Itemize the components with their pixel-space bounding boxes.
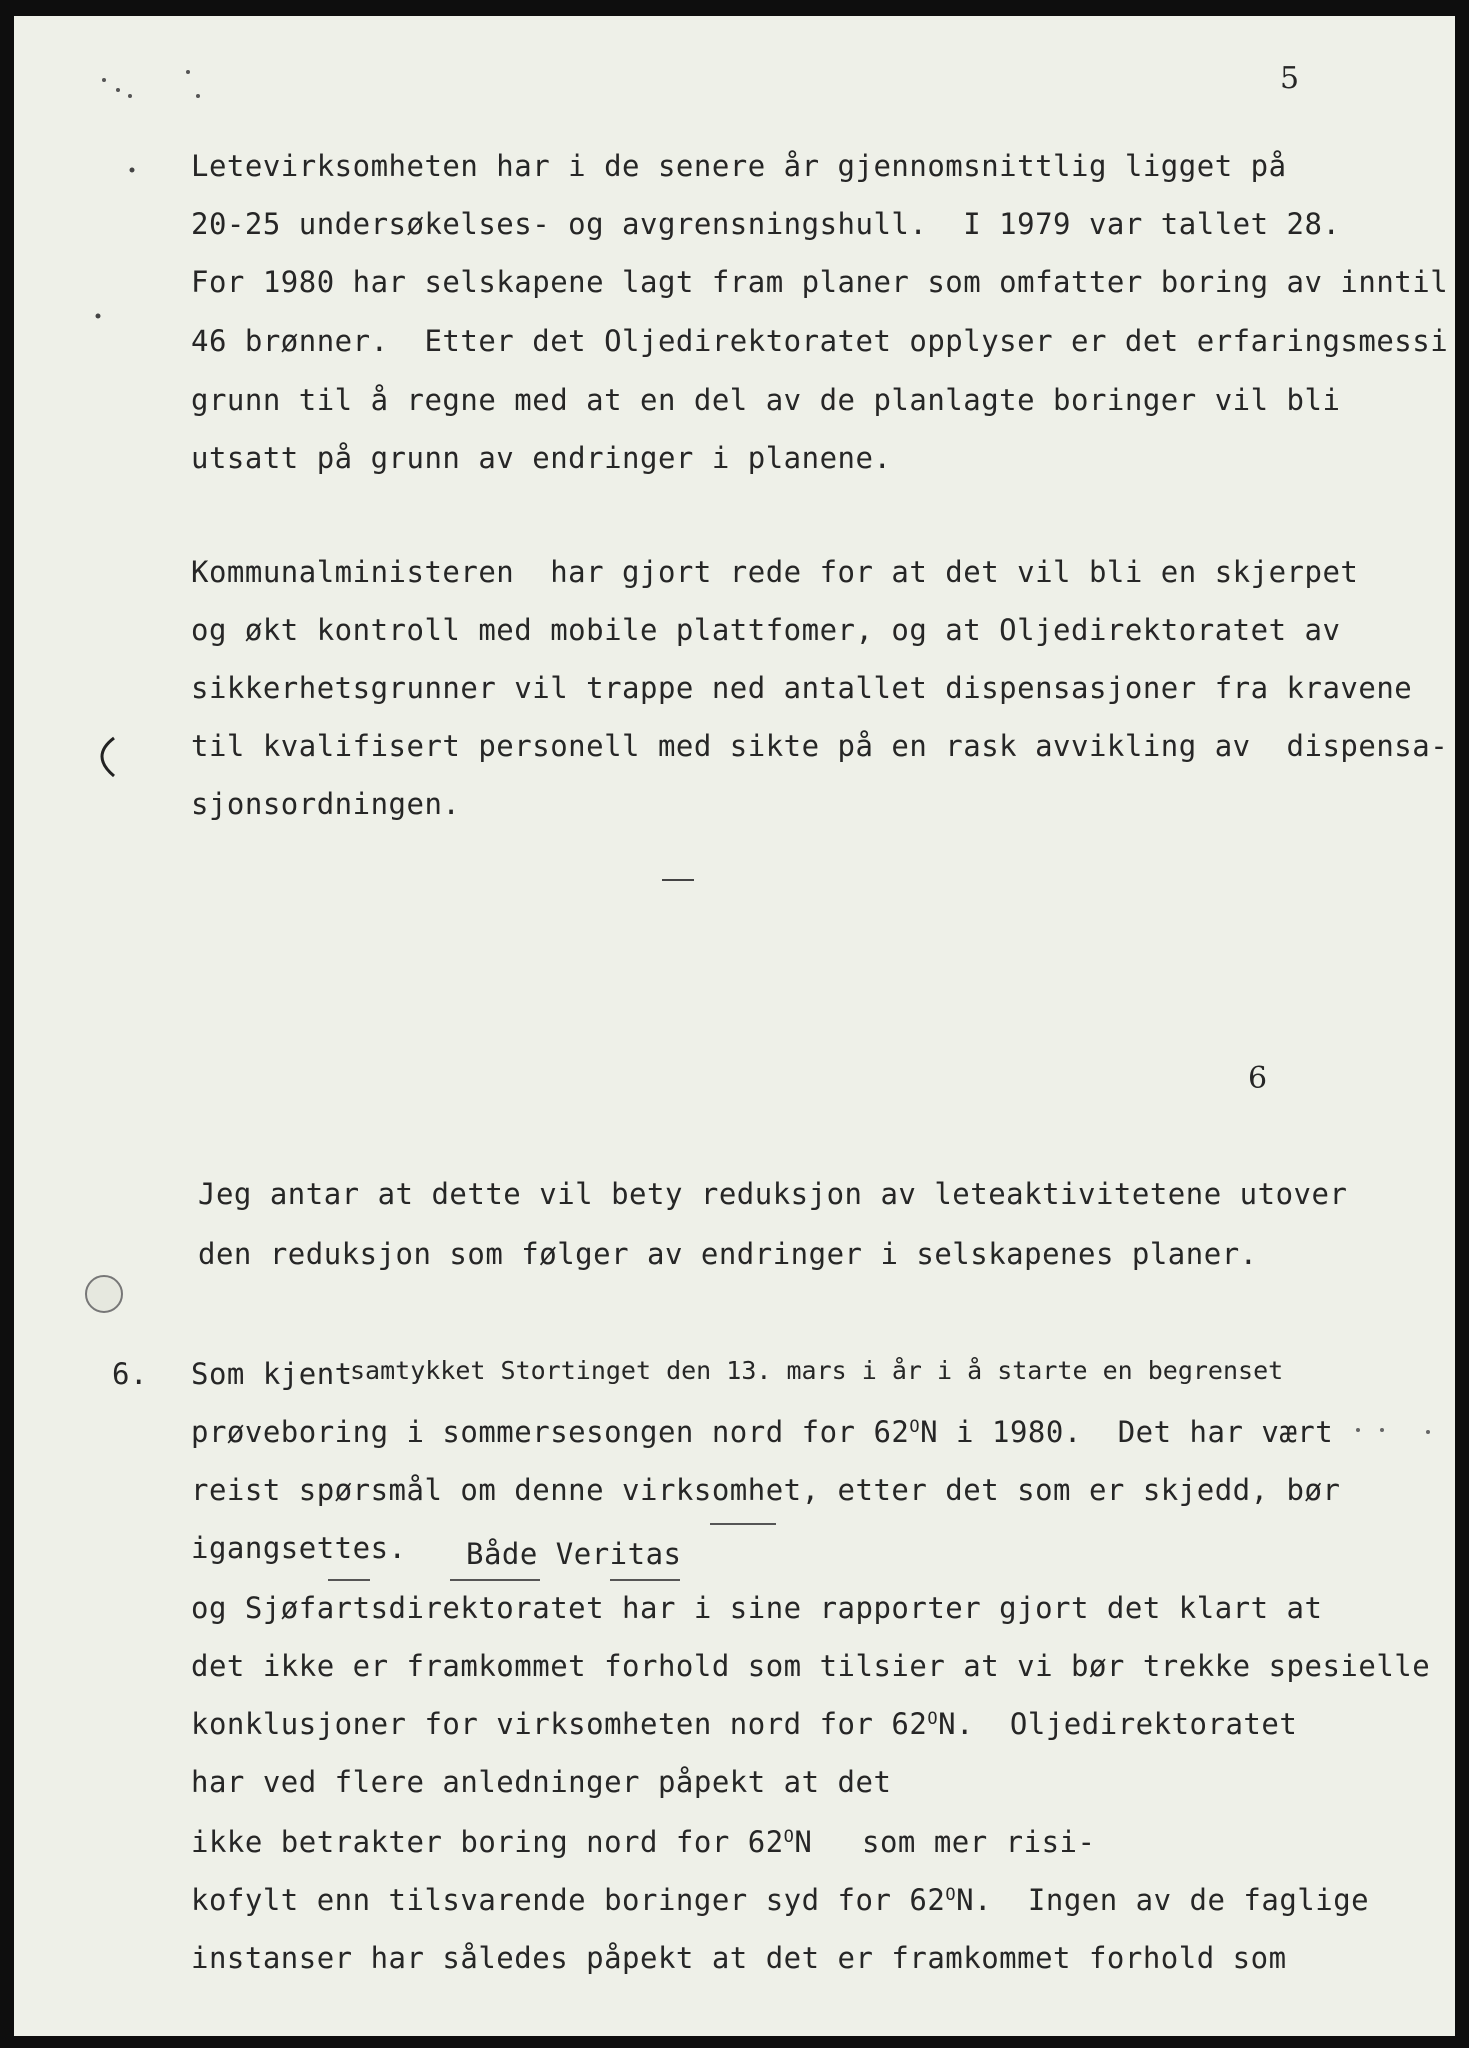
paragraph-4-line-9c: som mer risi-: [862, 1825, 1096, 1859]
paragraph-1-line: 46 brønner. Etter det Oljedirektoratet opplyser er det erfaringsmessi: [191, 324, 1449, 358]
paragraph-4-line-3: reist spørsmål om denne virksomhet, etter det som er skjedd, bør: [191, 1473, 1341, 1507]
paragraph-4-line-4b: Både Veritas: [466, 1537, 682, 1571]
dash-mark: [660, 876, 696, 884]
line-2-text-b: N i 1980. Det har vært: [920, 1415, 1334, 1449]
paragraph-1-line: 20-25 undersøkelses- og avgrensningshull. I 1979 var tallet 28.: [191, 207, 1341, 241]
paragraph-2-line: sjonsordningen.: [191, 787, 461, 821]
paragraph-4-insert: samtykket Stortinget den 13. mars i år i å starte en begrenset: [350, 1356, 1284, 1385]
degree-mark: O: [927, 1709, 939, 1729]
paragraph-1-line: For 1980 har selskapene lagt fram planer som omfatter boring av inntil: [191, 265, 1449, 299]
paragraph-4-line-2: [191, 1415, 1334, 1449]
paragraph-4-line-5: og Sjøfartsdirektoratet har i sine rapporter gjort det klart at: [191, 1591, 1323, 1625]
stray-dots-right: [1340, 1420, 1450, 1440]
paragraph-4-line-6: det ikke er framkommet forhold som tilsier at vi bør trekke spesielle: [191, 1649, 1431, 1683]
degree-mark: O: [909, 1417, 921, 1437]
page-number-top: 5: [1280, 61, 1300, 96]
line-10-text-a: kofylt enn tilsvarende boringer syd for 62: [191, 1883, 946, 1917]
line-2-text-a: prøveboring i sommersesongen nord for 62: [191, 1415, 910, 1449]
paragraph-4-line-8: har ved flere anledninger påpekt at det: [191, 1765, 892, 1799]
paragraph-2-line: Kommunalministeren har gjort rede for at det vil bli en skjerpet: [191, 555, 1359, 589]
bullet-dot: [94, 312, 102, 320]
paragraph-4-line-11: instanser har således påpekt at det er framkommet forhold som: [191, 1941, 1287, 1975]
page-number-mid: 6: [1248, 1061, 1268, 1096]
underline-marks: [300, 1522, 800, 1584]
paragraph-2-line: sikkerhetsgrunner vil trappe ned antallet dispensasjoner fra kravene: [191, 671, 1413, 705]
punch-hole-circle: [80, 1270, 128, 1318]
line-9-text-a: ikke betrakter boring nord for 62: [191, 1825, 784, 1859]
bullet-dot: [128, 166, 136, 174]
stray-dots-top-left: [100, 66, 210, 106]
paragraph-4-line-4a: igangsettes.: [191, 1531, 407, 1565]
degree-mark: O: [945, 1885, 957, 1905]
paragraph-4-line-9: [191, 1825, 813, 1859]
degree-mark: O: [783, 1827, 795, 1847]
punch-hole-arc: [84, 734, 124, 780]
paragraph-3-line: Jeg antar at dette vil bety reduksjon av leteaktivitetene utover: [198, 1177, 1348, 1211]
line-9-text-b: N: [794, 1825, 813, 1859]
section-number: 6.: [112, 1357, 148, 1391]
paragraph-4-line-1-typed: Som kjent: [191, 1357, 371, 1391]
paragraph-2-line: og økt kontroll med mobile plattfomer, og at Oljedirektoratet av: [191, 613, 1341, 647]
paragraph-4-line-7: [191, 1707, 1298, 1741]
paragraph-2-line: til kvalifisert personell med sikte på en rask avvikling av dispensa-: [191, 729, 1449, 763]
paragraph-1-line: Letevirksomheten har i de senere år gjennomsnittlig ligget på: [191, 149, 1287, 183]
line-7-text-a: konklusjoner for virksomheten nord for 62: [191, 1707, 928, 1741]
paragraph-1-line: utsatt på grunn av endringer i planene.: [191, 441, 892, 475]
paragraph-4-line-10: [191, 1883, 1370, 1917]
paragraph-1-line: grunn til å regne med at en del av de planlagte boringer vil bli: [191, 383, 1341, 417]
line-10-text-b: N. Ingen av de faglige: [956, 1883, 1370, 1917]
paragraph-3-line: den reduksjon som følger av endringer i selskapenes planer.: [198, 1237, 1258, 1271]
line-7-text-b: N. Oljedirektoratet: [938, 1707, 1298, 1741]
